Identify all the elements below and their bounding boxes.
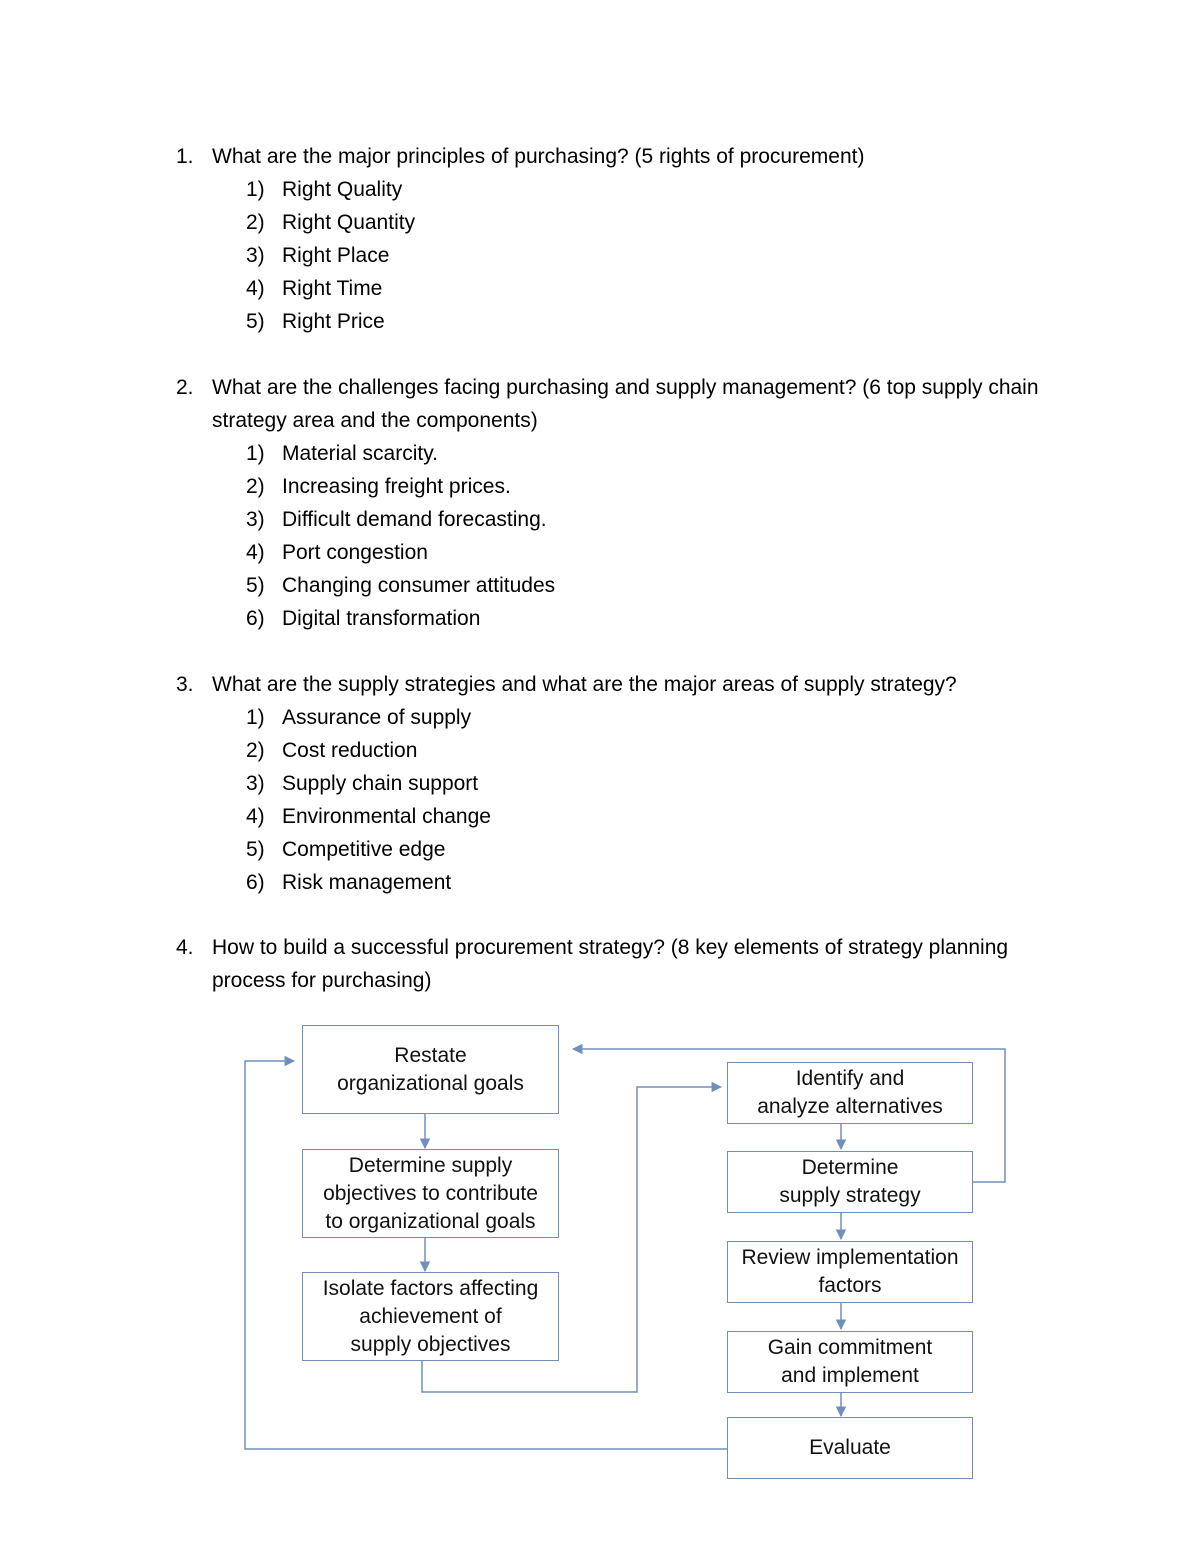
flow-box-isolate-factors: Isolate factors affecting achievement of supply objectives: [302, 1272, 559, 1361]
item-number: 6): [246, 607, 265, 630]
question-text: What are the major principles of purchasing? (5 rights of procurement): [212, 145, 865, 168]
item-number: 4): [246, 805, 265, 828]
item-text: Digital transformation: [282, 607, 481, 630]
item-text: Supply chain support: [282, 772, 479, 795]
question-text: What are the supply strategies and what are the major areas of supply strategy?: [212, 673, 957, 696]
flow-box-identify-alternatives: Identify and analyze alternatives: [727, 1062, 973, 1124]
item-text: Changing consumer attitudes: [282, 574, 556, 597]
item-number: 2): [246, 475, 265, 498]
flow-box-evaluate: Evaluate: [727, 1417, 973, 1479]
flow-box-determine-objectives: Determine supply objectives to contribute to organizational goals: [302, 1149, 559, 1238]
item-number: 3): [246, 508, 265, 531]
question-number: 4.: [176, 936, 194, 959]
flow-box-gain-commitment: Gain commitment and implement: [727, 1331, 973, 1393]
item-text: Competitive edge: [282, 838, 446, 861]
item-number: 1): [246, 706, 265, 729]
item-number: 4): [246, 277, 265, 300]
item-text: Material scarcity.: [282, 442, 438, 465]
item-text: Risk management: [282, 871, 452, 894]
item-number: 2): [246, 211, 265, 234]
question-text: How to build a successful procurement strategy? (8 key elements of strategy planning process for purchasing): [212, 936, 1009, 992]
item-text: Environmental change: [282, 805, 491, 828]
feedback-evaluate-to-restate: [245, 1061, 727, 1449]
item-number: 5): [246, 838, 265, 861]
flow-box-restate-goals: Restate organizational goals: [302, 1025, 559, 1114]
item-text: Right Place: [282, 244, 390, 267]
item-text: Assurance of supply: [282, 706, 472, 729]
question-number: 2.: [176, 376, 194, 399]
question-text: What are the challenges facing purchasing and supply management? (6 top supply chain strategy area and the components): [212, 376, 1039, 432]
item-number: 5): [246, 310, 265, 333]
item-text: Right Price: [282, 310, 385, 333]
flow-box-review-implementation: Review implementation factors: [727, 1241, 973, 1303]
item-number: 5): [246, 574, 265, 597]
item-number: 4): [246, 541, 265, 564]
item-number: 3): [246, 772, 265, 795]
item-number: 2): [246, 739, 265, 762]
item-number: 1): [246, 442, 265, 465]
item-text: Right Time: [282, 277, 383, 300]
item-text: Right Quantity: [282, 211, 416, 234]
item-number: 3): [246, 244, 265, 267]
item-number: 6): [246, 871, 265, 894]
item-text: Difficult demand forecasting.: [282, 508, 547, 531]
item-text: Right Quality: [282, 178, 403, 201]
question-number: 1.: [176, 145, 194, 168]
item-number: 1): [246, 178, 265, 201]
item-text: Cost reduction: [282, 739, 418, 762]
question-number: 3.: [176, 673, 194, 696]
item-text: Increasing freight prices.: [282, 475, 511, 498]
flow-box-determine-strategy: Determine supply strategy: [727, 1151, 973, 1213]
item-text: Port congestion: [282, 541, 428, 564]
